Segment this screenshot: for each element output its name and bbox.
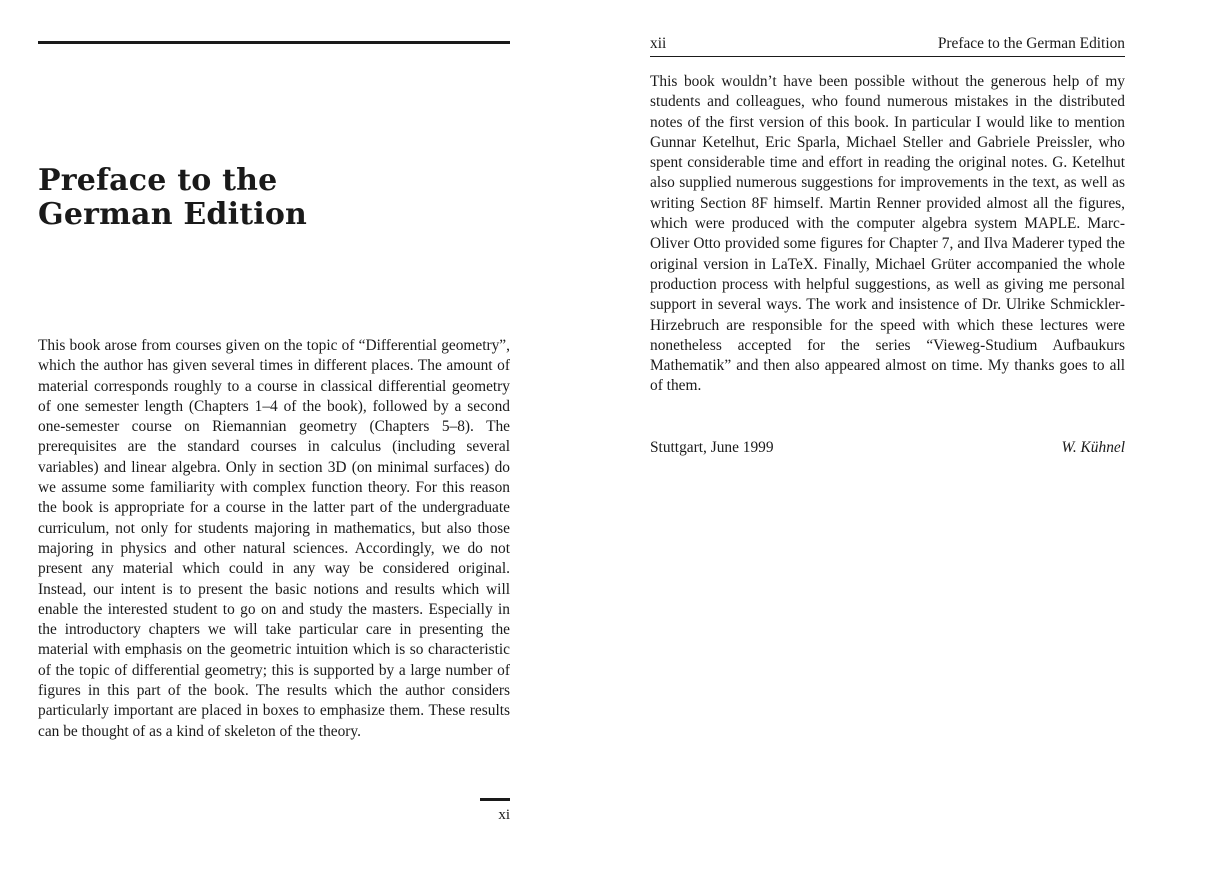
running-head xyxy=(650,35,1125,55)
footer-rule xyxy=(480,798,510,801)
top-rule xyxy=(38,41,510,44)
author-name: W. Kühnel xyxy=(1061,439,1125,456)
signoff xyxy=(650,439,1125,459)
page-number-right: xii xyxy=(650,35,667,52)
chapter-title xyxy=(38,164,307,232)
chapter-title-line-2: German Edition xyxy=(38,197,308,232)
chapter-title-line-1: Preface to the xyxy=(38,163,278,198)
preface-paragraph-1: This book arose from courses given on the topic of “Differential geometry”, which the author has given several times in different places. The amount of material corresponds roughly to a course in classical differential geometry of one semester length (Chapters 1–4 of the book), followed by a second one-semester course on Riemannian geometry (Chapters 5–8). The prerequisites are the standard courses in calculus (including several variables) and linear algebra. Only in section 3D (on minimal surfaces) do we assume some familiarity with complex function theory. For this reason the book is appropriate for a course in the latter part of the undergraduate curriculum, not only for students majoring in mathematics, but also those majoring in physics and other natural sciences. Accordingly, we do not present any material which could in any way be considered original. Instead, our intent is to present the basic notions and results which will enable the interested student to go on and study the masters. Especially in the introductory chapters we will take particular care in presenting the material with emphasis on the geometric intuition which is so characteristic of the topic of differential geometry; this is supported by a large number of figures in this part of the book. The results which the author considers particularly important are placed in boxes to emphasize them. These results can be thought of as a kind of skeleton of the theory. xyxy=(38,337,510,740)
page-number-left: xi xyxy=(498,807,510,823)
head-rule xyxy=(650,56,1125,57)
running-head-title: Preface to the German Edition xyxy=(937,35,1125,52)
place-date: Stuttgart, June 1999 xyxy=(650,439,774,456)
preface-paragraph-2: This book wouldn’t have been possible without the generous help of my students and colleagues, who found numerous mistakes in the distributed notes of the first version of this book. In particular I would like to mention Gunnar Ketelhut, Eric Sparla, Michael Steller and Gabriele Preissler, who spent considerable time and effort in reading the original notes. G. Ketelhut also supplied numerous suggestions for improvements in the text, as well as writing Section 8F himself. Martin Renner provided almost all the figures, which were produced with the computer algebra system MAPLE. Marc-Oliver Otto provided some figures for Chapter 7, and Ilva Maderer typed the original version in LaTeX. Finally, Michael Grüter accompanied the whole production process with helpful suggestions, as well as giving me personal support in several ways. The work and insistence of Dr. Ulrike Schmickler-Hirzebruch are responsible for the speed with which these lectures were nonetheless accepted for the series “Vieweg-Studium Aufbaukurs Mathematik” and then also appeared almost on time. My thanks goes to all of them. xyxy=(650,73,1125,395)
